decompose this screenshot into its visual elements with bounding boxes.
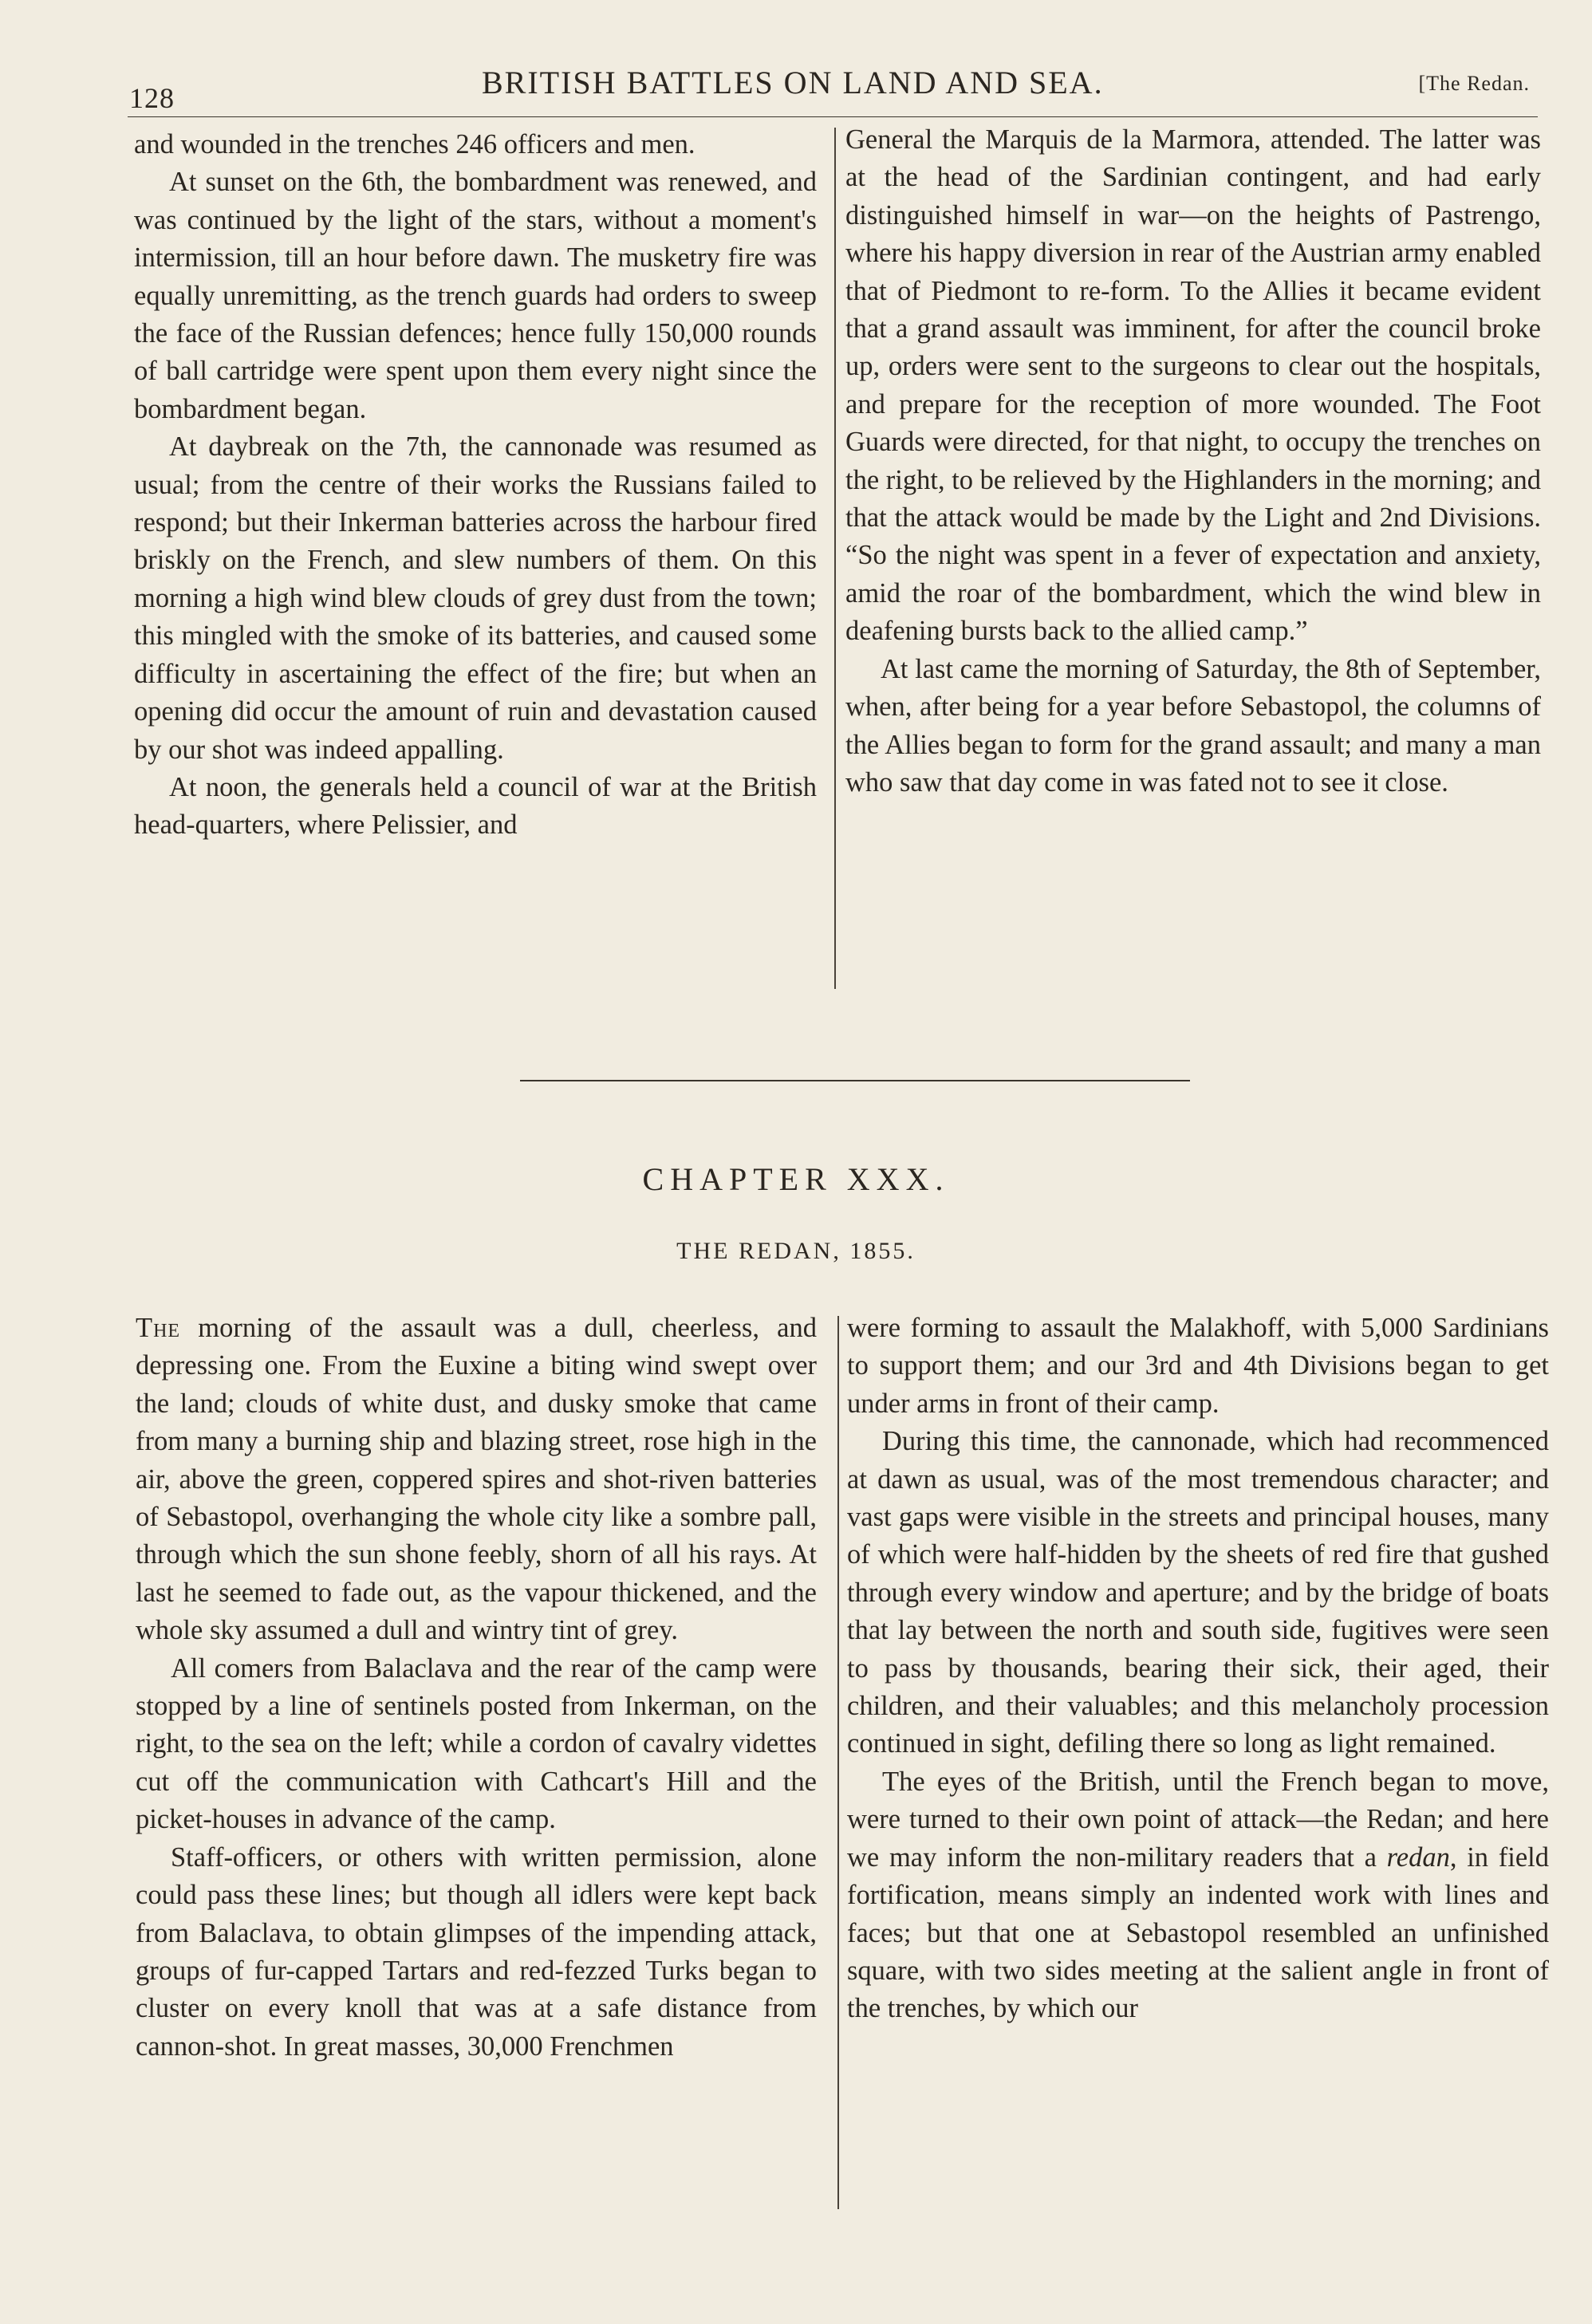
top-right-column [845,121,1541,802]
opening-text: morning of the assault was a dull, cheerless, and depressing one. From the Euxine a biting wind swept over the land; clouds of white dust, and dusky smoke that came from many a burning ship and blazing street, rose high in the air, above the green, coppered spires and shot-riven batteries of Sebastopol, overhanging the whole city like a sombre pall, through which the sun shone feebly, shorn of all his rays. At last he seemed to fade out, as the vapour thickened, and the whole sky assumed a dull and wintry tint of grey. [136,1313,817,1646]
paragraph: At noon, the generals held a council of war at the British head-quarters, where Pelissier, and [134,771,817,841]
paragraph: Staff-officers, or others with written permission, alone could pass these lines; but though all idlers were kept back from Balaclava, to obtain glimpses of the impending attack, groups of fur-capped Tartars and red-fezzed Turks began to cluster on every knoll that was at a safe distance from cannon-shot. In great masses, 30,000 Frenchmen [136,1841,817,2062]
running-title: BRITISH BATTLES ON LAND AND SEA. [482,65,1104,100]
running-header [128,64,1538,112]
chapter-title: CHAPTER XXX. [642,1161,950,1197]
paragraph: were forming to assault the Malakhoff, with 5,000 Sardinians to support them; and our 3rd and 4th Divisions began to get under arms in front of their camp. [847,1313,1549,1419]
chapter-subtitle: THE REDAN, 1855. [676,1238,916,1264]
paragraph: At last came the morning of Saturday, the 8th of September, when, after being for a year before Sebastopol, the columns of the Allies began to form for the grand assault; and many a man who saw that day come in was fated not to see it close. [845,653,1541,798]
paragraph: General the Marquis de la Marmora, attended. The latter was at the head of the Sardinian contingent, and had early distinguished himself in war—on the heights of Pastrengo, where his happy diversion in rear of the Austrian army enabled that of Piedmont to re-form. To the Allies it became evident that a grand assault was imminent, for after the council broke up, orders were sent to the surgeons to clear out the hospitals, and prepare for the reception of more wounded. The Foot Guards were directed, for that night, to occupy the trenches on the right, to be relieved by the Highlanders in the morning; and that the attack would be made by the Light and 2nd Divisions. “So the night was spent in a fever of expectation and anxiety, amid the roar of the bombardment, which the wind blew in deafening bursts back to the allied camp.” [845,124,1541,647]
paragraph: At daybreak on the 7th, the cannonade was resumed as usual; from the centre of their works the Russians failed to respond; but their Inkerman batteries across the harbour fired briskly on the French, and slew numbers of them. On this morning a high wind blew clouds of grey dust from the town; this mingled with the smoke of its batteries, and caused some difficulty in ascertaining the effect of the fire; but when an opening did occur the amount of ruin and devastation caused by our shot was indeed appalling. [134,431,817,765]
paragraph: During this time, the cannonade, which had recommenced at dawn as usual, was of the most tremendous character; and vast gaps were visible in the streets and principal houses, many of which were half-hidden by the sheets of red fire that gushed through every window and aperture; and by the bridge of boats that lay between the north and south side, fugitives were seen to pass by thousands, bearing their sick, their aged, their children, and their valuables; and this melancholy procession continued in sight, defiling there so long as light remained. [847,1426,1549,1759]
column-divider-bottom [837,1316,839,2209]
italic-term: redan [1386,1841,1450,1873]
top-left-column [134,126,817,845]
section-label: [The Redan. [1418,72,1530,95]
bottom-left-column [136,1310,817,2066]
text-run: , in field fortification, means simply an indented work with lines and faces; but that one at Sebastopol resembled an unfinished square, with two sides meeting at the salient angle in front of the trenches, by which our [847,1841,1550,2024]
column-divider-top [834,128,836,989]
bottom-right-column [847,1310,1549,2028]
chapter-separator-rule [520,1080,1190,1081]
final-paragraph [847,1763,1549,2028]
lead-word: The [136,1313,181,1343]
paragraph: At sunset on the 6th, the bombardment was renewed, and was continued by the light of the stars, without a moment's intermission, till an hour before dawn. The musketry fire was equally unremitting, as the trench guards had orders to sweep the face of the Russian defences; hence fully 150,000 rounds of ball cartridge were spent upon them every night since the bombardment began. [134,167,817,424]
header-rule [128,116,1538,117]
text-run: The eyes of the British, until the French began to move, were turned to their own point of attack—the Redan; and here we may inform the non-military readers that a [847,1766,1549,1873]
page-number: 128 [129,82,175,114]
paragraph: and wounded in the trenches 246 officers and men. [134,129,696,160]
opening-paragraph [136,1310,817,1650]
paragraph: All comers from Balaclava and the rear of the camp were stopped by a line of sentinels posted from Inkerman, on the right, to the sea on the left; while a cordon of cavalry videttes cut off the communication with Cathcart's Hill and the picket-houses in advance of the camp. [136,1652,817,1835]
